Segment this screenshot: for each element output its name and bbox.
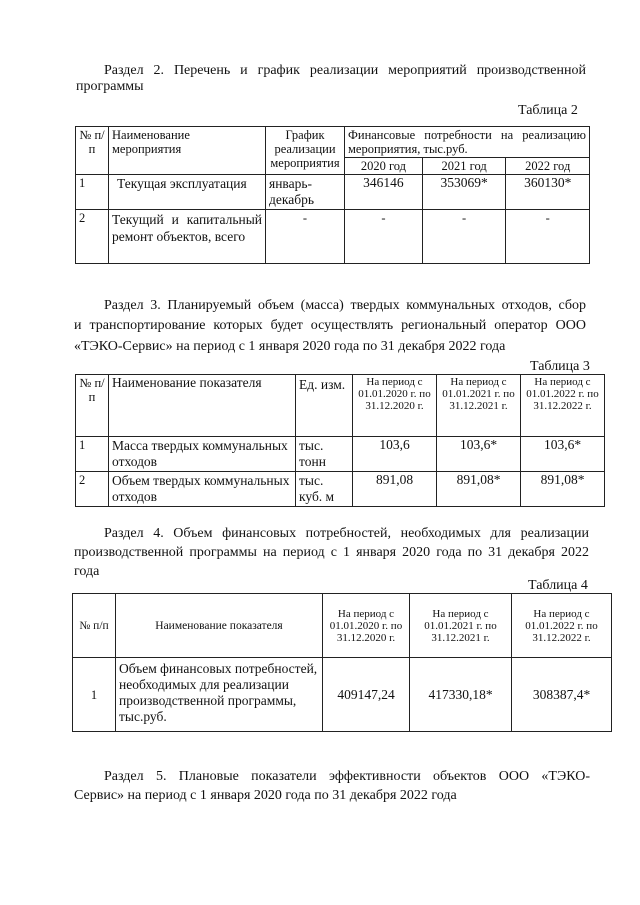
table-3 — [75, 374, 605, 507]
cell-name: Масса твердых коммунальных отходов — [109, 437, 296, 472]
section4-table-caption: Таблица 4 — [528, 578, 588, 593]
header-2020: 2020 год — [345, 158, 423, 175]
header-schedule: График реализации мероприятия — [266, 127, 345, 175]
section3-table-caption: Таблица 3 — [530, 359, 590, 374]
table-row — [76, 175, 590, 210]
section3-heading-line3: «ТЭКО-Сервис» на период с 1 января 2020 года по 31 декабря 2022 года — [74, 339, 506, 354]
cell-2022: - — [506, 210, 590, 264]
cell-schedule: январь-декабрь — [266, 175, 345, 210]
cell-2021: 353069* — [422, 175, 506, 210]
header-2022: На период с 01.01.2022 г. по 31.12.2022 г. — [521, 375, 605, 437]
table-4 — [72, 593, 612, 732]
section3-heading-line2: и транспортирование которых будет осуществлять региональный оператор ООО — [74, 318, 586, 333]
cell-num: 1 — [76, 175, 109, 210]
cell-2022: 891,08* — [521, 472, 605, 507]
table-row — [73, 658, 612, 732]
header-name: Наименование мероприятия — [109, 127, 266, 175]
cell-2021: 417330,18* — [410, 658, 512, 732]
cell-name: Объем финансовых потребностей, необходимых для реализации производственной программы, тыс.руб. — [116, 658, 323, 732]
section2-heading-line1: Раздел 2. Перечень и график реализации мероприятий производственной — [104, 63, 586, 78]
header-2021: На период с 01.01.2021 г. по 31.12.2021 г. — [437, 375, 521, 437]
table-row — [76, 437, 605, 472]
section5-heading-line1: Раздел 5. Плановые показатели эффективности объектов ООО «ТЭКО- — [104, 769, 590, 784]
cell-2020: - — [345, 210, 423, 264]
header-unit: Ед. изм. — [296, 375, 353, 437]
section4-heading-line1: Раздел 4. Объем финансовых потребностей, необходимых для реализации — [104, 526, 589, 541]
cell-2020: 346146 — [345, 175, 423, 210]
cell-unit: тыс. куб. м — [296, 472, 353, 507]
header-num: № п/п — [76, 375, 109, 437]
header-2022: 2022 год — [506, 158, 590, 175]
cell-2021: - — [422, 210, 506, 264]
section4-heading-line2: производственной программы на период с 1 января 2020 года по 31 декабря 2022 — [74, 545, 589, 560]
header-name: Наименование показателя — [109, 375, 296, 437]
header-num: № п/п — [76, 127, 109, 175]
table-row — [76, 210, 590, 264]
section4-heading-line3: года — [74, 564, 100, 579]
header-2020: На период с 01.01.2020 г. по 31.12.2020 г. — [323, 594, 410, 658]
section2-table-caption: Таблица 2 — [518, 103, 578, 118]
cell-name: Текущий и капитальный ремонт объектов, всего — [109, 210, 266, 264]
header-2022: На период с 01.01.2022 г. по 31.12.2022 г. — [512, 594, 612, 658]
section3-heading-line1: Раздел 3. Планируемый объем (масса) твердых коммунальных отходов, сбор — [104, 298, 586, 313]
cell-num: 2 — [76, 472, 109, 507]
cell-2022: 103,6* — [521, 437, 605, 472]
cell-unit: тыс. тонн — [296, 437, 353, 472]
header-2020: На период с 01.01.2020 г. по 31.12.2020 г. — [353, 375, 437, 437]
header-name: Наименование показателя — [116, 594, 323, 658]
cell-name: Текущая эксплуатация — [109, 175, 266, 210]
cell-2022: 360130* — [506, 175, 590, 210]
table-row — [76, 472, 605, 507]
cell-2020: 891,08 — [353, 472, 437, 507]
cell-num: 1 — [73, 658, 116, 732]
cell-schedule: - — [266, 210, 345, 264]
cell-2021: 891,08* — [437, 472, 521, 507]
cell-num: 1 — [76, 437, 109, 472]
cell-num: 2 — [76, 210, 109, 264]
header-2021: На период с 01.01.2021 г. по 31.12.2021 г. — [410, 594, 512, 658]
cell-2021: 103,6* — [437, 437, 521, 472]
section5-heading-line2: Сервис» на период с 1 января 2020 года по 31 декабря 2022 года — [74, 788, 457, 803]
cell-2020: 409147,24 — [323, 658, 410, 732]
cell-2022: 308387,4* — [512, 658, 612, 732]
header-num: № п/п — [73, 594, 116, 658]
cell-name: Объем твердых коммунальных отходов — [109, 472, 296, 507]
header-finance: Финансовые потребности на реализацию мероприятия, тыс.руб. — [345, 127, 590, 158]
section2-heading-line2: программы — [76, 79, 144, 94]
cell-2020: 103,6 — [353, 437, 437, 472]
table-2 — [75, 126, 590, 264]
header-2021: 2021 год — [422, 158, 506, 175]
